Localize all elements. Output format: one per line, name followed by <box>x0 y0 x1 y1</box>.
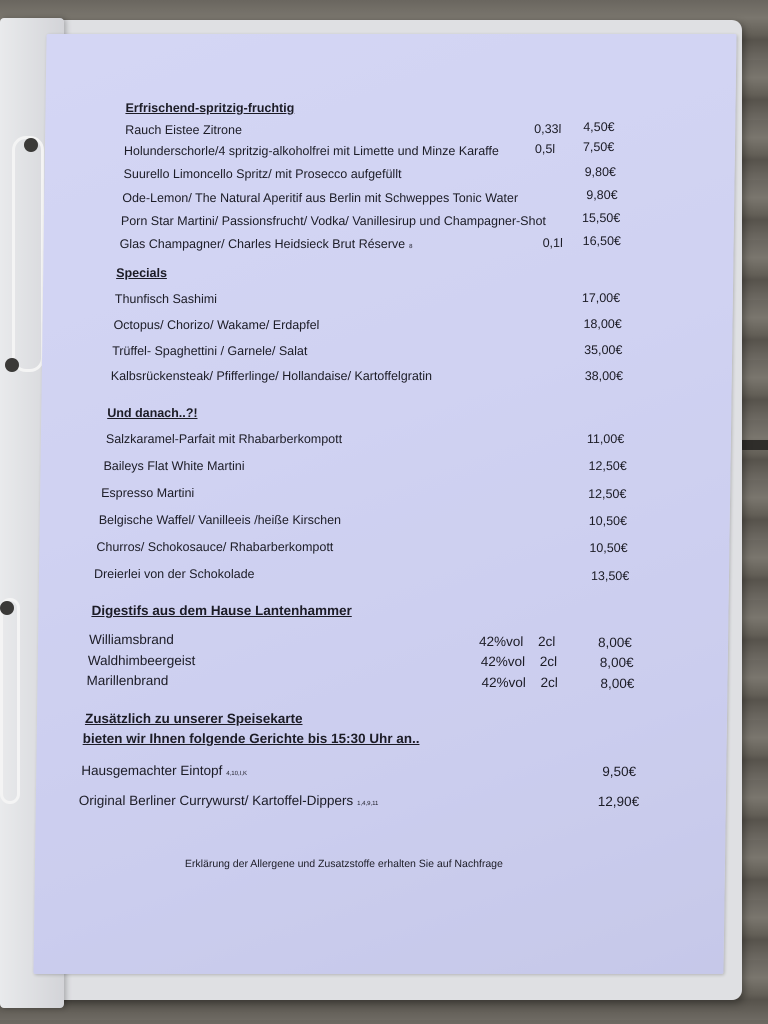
menu-item-price: 12,90€ <box>597 794 640 809</box>
menu-item-name: Thunfisch Sashimi <box>114 292 218 306</box>
menu-item-name: Espresso Martini <box>101 486 195 500</box>
menu-item-price: 8,00€ <box>597 635 632 650</box>
menu-item-name: Glas Champagner/ Charles Heidsieck Brut Réserve 8 <box>119 237 413 251</box>
menu-item-price: 38,00€ <box>584 369 624 383</box>
menu-item-price: 4,50€ <box>583 120 615 134</box>
menu-item-name: Octopus/ Chorizo/ Wakame/ Erdapfel <box>113 318 320 332</box>
menu-item-name: Original Berliner Currywurst/ Kartoffel-Dippers 1,4,9,11 <box>78 793 379 808</box>
menu-item-name: Belgische Waffel/ Vanilleeis /heiße Kirschen <box>98 513 342 527</box>
section-title-refreshing: Erfrischend-spritzig-fruchtig <box>125 101 295 115</box>
menu-item-abv: 42%vol <box>478 634 524 649</box>
allergen-footnote: Erklärung der Allergene und Zusatzstoffe erhalten Sie auf Nachfrage <box>184 858 503 870</box>
menu-item-name: Kalbsrückensteak/ Pfifferlinge/ Hollandaise/ Kartoffelgratin <box>110 369 433 383</box>
menu-item-name: Salzkaramel-Parfait mit Rhabarberkompott <box>105 432 343 446</box>
menu-item-abv: 42%vol <box>481 675 526 690</box>
menu-item-price: 12,50€ <box>588 459 627 473</box>
menu-item-size: 0,1l <box>542 236 563 250</box>
section-title-dessert: Und danach..?! <box>107 406 198 420</box>
menu-item-price: 10,50€ <box>588 514 628 528</box>
menu-item-name: Trüffel- Spaghettini / Garnele/ Salat <box>112 344 308 358</box>
menu-item-name: Waldhimbeergeist <box>87 653 196 668</box>
menu-item-price: 9,80€ <box>586 188 618 202</box>
punch-hole-icon <box>24 138 38 152</box>
binder-ring-icon <box>0 598 20 804</box>
menu-item-price: 8,00€ <box>599 655 634 670</box>
menu-item-size: 2cl <box>537 634 556 649</box>
menu-item-price: 16,50€ <box>582 234 622 248</box>
menu-item-price: 17,00€ <box>581 291 621 305</box>
menu-item-size: 0,33l <box>534 122 562 136</box>
menu-item-price: 10,50€ <box>589 541 628 555</box>
menu-item-price: 35,00€ <box>584 343 623 357</box>
menu-item-price: 11,00€ <box>586 432 625 446</box>
menu-page <box>33 34 736 974</box>
menu-item-name: Porn Star Martini/ Passionsfrucht/ Vodka/ Vanillesirup und Champagner-Shot <box>120 214 547 228</box>
section-title-lunch-line2: bieten wir Ihnen folgende Gerichte bis 15:30 Uhr an.. <box>82 731 420 746</box>
menu-item-size: 2cl <box>539 654 558 669</box>
menu-item-name: Dreierlei von der Schokolade <box>93 567 255 581</box>
menu-item-price: 15,50€ <box>581 211 621 225</box>
menu-item-name: Holunderschorle/4 spritzig-alkoholfrei mit Limette und Minze Karaffe <box>123 144 499 158</box>
binder-ring-icon <box>12 136 44 372</box>
section-title-specials: Specials <box>116 266 168 280</box>
section-title-digestifs: Digestifs aus dem Hause Lantenhammer <box>91 603 352 618</box>
menu-item-abv: 42%vol <box>480 654 526 669</box>
allergen-note: 1,4,9,11 <box>357 801 379 807</box>
menu-item-name: Rauch Eistee Zitrone <box>125 123 243 137</box>
menu-item-name: Hausgemachter Eintopf 4,10,I,K <box>81 763 248 778</box>
allergen-note: 4,10,I,K <box>226 771 248 777</box>
menu-item-name: Churros/ Schokosauce/ Rhabarberkompott <box>96 540 334 554</box>
menu-item-name: Marillenbrand <box>86 673 169 688</box>
menu-item-price: 9,50€ <box>602 764 637 779</box>
menu-item-size: 2cl <box>540 675 558 690</box>
menu-item-name: Ode-Lemon/ The Natural Aperitif aus Berlin mit Schweppes Tonic Water <box>122 191 519 205</box>
menu-item-price: 9,80€ <box>584 165 617 179</box>
menu-item-size: 0,5l <box>534 142 556 156</box>
punch-hole-icon <box>0 601 14 615</box>
section-title-lunch-line1: Zusätzlich zu unserer Speisekarte <box>84 711 303 726</box>
menu-item-price: 18,00€ <box>583 317 622 331</box>
menu-item-name: Williamsbrand <box>89 632 174 647</box>
punch-hole-icon <box>5 358 19 372</box>
menu-item-price: 8,00€ <box>600 676 635 691</box>
menu-item-name: Suurello Limoncello Spritz/ mit Prosecco aufgefüllt <box>123 167 402 181</box>
menu-item-name: Baileys Flat White Martini <box>103 459 245 473</box>
allergen-note: 8 <box>409 244 413 250</box>
menu-item-price: 12,50€ <box>588 487 627 501</box>
menu-item-price: 13,50€ <box>590 569 630 583</box>
menu-item-price: 7,50€ <box>582 140 615 154</box>
